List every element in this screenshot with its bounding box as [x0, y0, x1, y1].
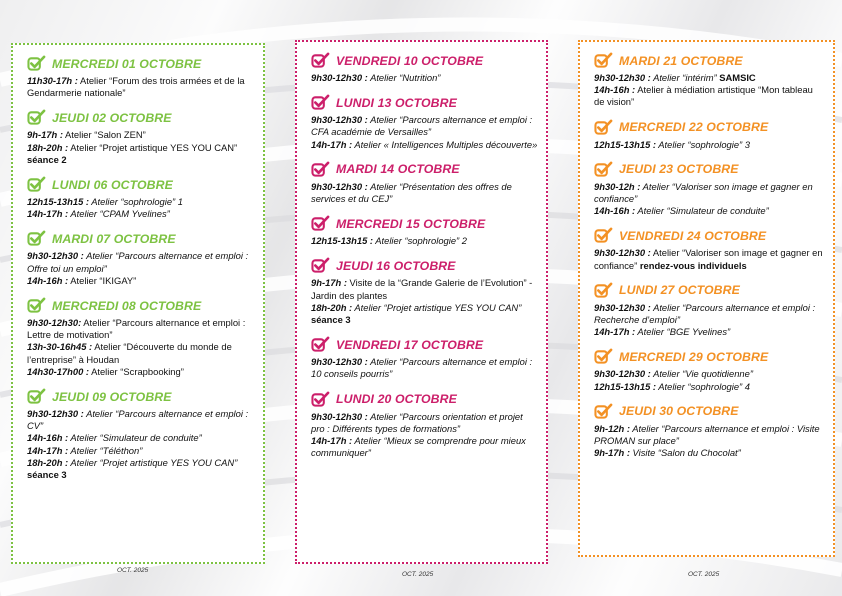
- event-time: 9h30-12h30 :: [594, 72, 651, 83]
- event-time: 18h-20h :: [27, 456, 69, 468]
- event-text: Atelier “Scrapbooking”: [89, 365, 184, 377]
- day-title: MERCREDI 15 OCTOBRE: [336, 216, 486, 231]
- checkmark-icon: [594, 161, 613, 178]
- checkmark-icon: [27, 230, 46, 247]
- column-magenta: [295, 40, 548, 564]
- event-text: Atelier “Valoriser son image et gagner en confiance”: [594, 247, 823, 271]
- day-block: [27, 109, 255, 172]
- event-time: 9h30-12h30 :: [311, 72, 368, 83]
- event-text: Atelier “Parcours alternance et emploi : 10 conseils pourris”: [311, 356, 533, 380]
- day-header: [27, 297, 255, 314]
- event-line: [594, 447, 825, 459]
- event-text: Atelier “Salon ZEN”: [62, 129, 146, 141]
- event-line: [311, 435, 538, 459]
- day-block: [594, 52, 825, 115]
- day-header: [594, 119, 825, 136]
- event-line: [27, 408, 255, 432]
- event-time: 9h30-12h30 :: [311, 114, 368, 126]
- event-text: Atelier “sophrologie” 4: [656, 380, 750, 392]
- event-text: Atelier “Projet artistique YES YOU CAN”: [68, 141, 238, 153]
- footer-date-1: OCT. 2025: [117, 567, 149, 574]
- checkmark-icon: [311, 161, 330, 178]
- event-time: 14h-16h :: [594, 84, 636, 96]
- event-text: Atelier “Parcours orientation et projet pro : Différents types de formations”: [311, 410, 523, 434]
- day-block: [27, 230, 255, 293]
- event-time: 12h15-13h15 :: [27, 196, 90, 208]
- event-time: 14h-17h :: [27, 208, 69, 220]
- checkmark-icon: [594, 52, 613, 69]
- event-time: 13h-30-16h45 :: [27, 341, 93, 353]
- event-line: [311, 139, 538, 151]
- day-block: [311, 215, 538, 253]
- day-title: JEUDI 09 OCTOBRE: [52, 389, 172, 404]
- day-header: [311, 94, 538, 111]
- day-block: [27, 55, 255, 105]
- event-line: [594, 381, 825, 393]
- day-block: [311, 52, 538, 90]
- checkmark-icon: [27, 388, 46, 405]
- day-title: VENDREDI 17 OCTOBRE: [336, 337, 484, 352]
- event-line: [27, 317, 255, 341]
- checkmark-icon: [311, 52, 330, 69]
- event-text: Atelier “Forum des trois armées et de la Gendarmerie nationale”: [27, 75, 245, 99]
- event-time: 9h30-12h30 :: [594, 301, 651, 313]
- day-block: [594, 348, 825, 398]
- event-time: 9h30-12h30 :: [594, 247, 651, 259]
- day-block: [311, 391, 538, 460]
- event-time: 9h30-12h30 :: [27, 408, 84, 420]
- checkmark-icon: [27, 109, 46, 126]
- day-header: [594, 161, 825, 178]
- day-block: [594, 161, 825, 224]
- event-line: [27, 445, 255, 457]
- event-line: [27, 250, 255, 274]
- event-line: [27, 208, 255, 220]
- event-time: 11h30-17h :: [27, 75, 78, 86]
- checkmark-icon: [311, 215, 330, 232]
- day-block: [594, 119, 825, 157]
- event-time: 9h30-12h30 :: [311, 180, 368, 192]
- column-green: [11, 43, 265, 564]
- event-line: [311, 181, 538, 205]
- event-text: Atelier “Parcours alternance et emploi : Visite PROMAN sur place”: [594, 422, 820, 447]
- day-header: [594, 282, 825, 299]
- checkmark-icon: [311, 336, 330, 353]
- checkmark-icon: [311, 391, 330, 408]
- event-line: [311, 411, 538, 435]
- event-text: Atelier “Simulateur de conduite”: [68, 432, 202, 444]
- event-note: SAMSIC: [716, 72, 756, 83]
- day-title: LUNDI 13 OCTOBRE: [336, 95, 457, 110]
- event-line: [594, 326, 825, 338]
- event-line: [27, 275, 255, 287]
- event-text: Atelier “Parcours alternance et emploi : Recherche d’emploi”: [594, 301, 816, 326]
- event-text: Atelier “sophrologie” 3: [656, 138, 750, 150]
- event-time: 9h-17h :: [27, 129, 63, 141]
- event-line: [594, 423, 825, 447]
- event-text: Atelier “Présentation des offres de services et du CEJ”: [311, 180, 512, 205]
- day-header: [311, 52, 538, 69]
- event-time: 14h-17h :: [311, 435, 353, 447]
- event-line: [594, 368, 825, 380]
- day-block: [311, 336, 538, 386]
- event-line: [27, 366, 255, 378]
- day-header: [27, 55, 255, 72]
- event-line: [27, 341, 255, 365]
- checkmark-icon: [594, 348, 613, 365]
- event-note: séance 2: [27, 153, 67, 165]
- event-time: 14h-17h :: [594, 326, 636, 338]
- event-text: Atelier “Valoriser son image et gagner en confiance”: [594, 180, 813, 205]
- event-text: Visite de la “Grande Galerie de l’Evolution” - Jardin des plantes: [311, 277, 533, 301]
- event-text: Atelier “BGE Yvelines”: [635, 326, 731, 338]
- event-text: Atelier “Parcours alternance et emploi : CV”: [27, 408, 249, 432]
- event-time: 12h15-13h15 :: [594, 138, 657, 150]
- column-orange: [578, 40, 835, 557]
- event-line: [27, 432, 255, 444]
- event-line: [594, 139, 825, 151]
- day-header: [311, 161, 538, 178]
- event-time: 14h-16h :: [594, 205, 636, 217]
- event-time: 12h15-13h15 :: [311, 235, 374, 247]
- event-time: 14h-16h :: [27, 274, 69, 286]
- event-time: 9h30-12h30:: [27, 317, 82, 329]
- day-title: JEUDI 02 OCTOBRE: [52, 110, 172, 125]
- event-text: Atelier “IKIGAY”: [68, 274, 137, 286]
- day-title: JEUDI 16 OCTOBRE: [336, 258, 456, 273]
- checkmark-icon: [311, 94, 330, 111]
- event-text: Atelier “Téléthon”: [68, 444, 143, 456]
- event-time: 18h-20h :: [27, 141, 69, 153]
- day-header: [27, 176, 255, 193]
- event-text: Atelier “sophrologie” 1: [89, 196, 183, 208]
- event-line: [311, 356, 538, 380]
- event-line: [594, 247, 825, 271]
- event-line: [27, 75, 255, 99]
- event-time: 9h-12h :: [594, 422, 630, 434]
- day-header: [594, 348, 825, 365]
- day-header: [27, 388, 255, 405]
- event-line: [594, 181, 825, 205]
- event-time: 9h30-12h30 :: [594, 368, 651, 380]
- event-line: [27, 129, 255, 141]
- event-text: Atelier « Intelligences Multiples découverte»: [352, 138, 538, 150]
- checkmark-icon: [27, 176, 46, 193]
- event-note: rendez-vous individuels: [637, 259, 747, 271]
- event-text: Atelier “Projet artistique YES YOU CAN”: [68, 456, 238, 468]
- day-header: [311, 391, 538, 408]
- day-title: MERCREDI 01 OCTOBRE: [52, 56, 202, 71]
- day-block: [27, 388, 255, 481]
- event-text: Atelier “Mieux se comprendre pour mieux communiquer”: [311, 435, 526, 459]
- day-title: JEUDI 23 OCTOBRE: [619, 162, 739, 177]
- event-time: 18h-20h :: [311, 301, 353, 313]
- event-text: Atelier “Simulateur de conduite”: [635, 205, 769, 217]
- event-text: Atelier “sophrologie” 2: [373, 235, 467, 247]
- day-header: [594, 227, 825, 244]
- day-block: [594, 227, 825, 277]
- event-text: Visite “Salon du Chocolat”: [629, 447, 741, 459]
- checkmark-icon: [311, 257, 330, 274]
- event-text: Atelier “Parcours alternance et emploi : CFA académie de Versailles”: [311, 114, 533, 138]
- event-note: séance 3: [27, 469, 67, 481]
- footer-date-2: OCT. 2025: [402, 571, 434, 578]
- day-block: [27, 297, 255, 384]
- event-time: 9h-17h :: [311, 277, 347, 289]
- day-title: VENDREDI 10 OCTOBRE: [336, 53, 484, 68]
- event-line: [27, 142, 255, 166]
- event-line: [27, 457, 255, 481]
- day-block: [594, 403, 825, 460]
- event-line: [594, 84, 825, 108]
- day-title: MARDI 07 OCTOBRE: [52, 231, 176, 246]
- checkmark-icon: [27, 55, 46, 72]
- day-title: MERCREDI 08 OCTOBRE: [52, 298, 202, 313]
- day-block: [27, 176, 255, 226]
- day-header: [311, 215, 538, 232]
- event-text: Atelier “Parcours alternance et emploi : Lettre de motivation”: [27, 317, 246, 341]
- day-title: LUNDI 27 OCTOBRE: [619, 283, 740, 298]
- event-line: [594, 302, 825, 326]
- event-text: Atelier “Découverte du monde de l’entreprise” à Houdan: [27, 341, 232, 365]
- day-header: [594, 403, 825, 420]
- event-time: 9h30-12h :: [594, 180, 641, 192]
- checkmark-icon: [594, 282, 613, 299]
- event-line: [311, 302, 538, 326]
- event-text: Atelier à médiation artistique “Mon tableau de vision”: [594, 84, 813, 108]
- day-title: MERCREDI 29 OCTOBRE: [619, 349, 769, 364]
- event-time: 14h30-17h00 :: [27, 365, 90, 377]
- event-line: [311, 235, 538, 247]
- day-header: [311, 257, 538, 274]
- event-line: [27, 196, 255, 208]
- event-text: Atelier “Vie quotidienne”: [650, 368, 753, 380]
- day-title: MERCREDI 22 OCTOBRE: [619, 120, 769, 135]
- day-title: VENDREDI 24 OCTOBRE: [619, 228, 767, 243]
- event-text: Atelier “Parcours alternance et emploi : Offre toi un emploi”: [27, 250, 249, 274]
- event-text: Atelier “CPAM Yvelines”: [68, 208, 170, 220]
- day-title: LUNDI 20 OCTOBRE: [336, 392, 457, 407]
- day-title: MARDI 14 OCTOBRE: [336, 162, 460, 177]
- day-title: LUNDI 06 OCTOBRE: [52, 177, 173, 192]
- checkmark-icon: [594, 119, 613, 136]
- event-line: [594, 72, 825, 84]
- event-time: 14h-17h :: [311, 138, 353, 150]
- event-line: [311, 277, 538, 301]
- day-title: JEUDI 30 OCTOBRE: [619, 404, 739, 419]
- event-text: Atelier “Nutrition”: [367, 72, 441, 83]
- event-time: 9h30-12h30 :: [27, 250, 84, 262]
- day-block: [311, 257, 538, 332]
- footer-date-3: OCT. 2025: [688, 571, 720, 578]
- event-text: Atelier “intérim”: [650, 72, 717, 83]
- day-block: [311, 161, 538, 211]
- checkmark-icon: [594, 227, 613, 244]
- day-header: [311, 336, 538, 353]
- day-header: [27, 230, 255, 247]
- event-line: [594, 205, 825, 217]
- event-note: séance 3: [311, 314, 351, 326]
- event-line: [311, 114, 538, 138]
- checkmark-icon: [27, 297, 46, 314]
- event-time: 9h-17h :: [594, 447, 630, 459]
- event-time: 9h30-12h30 :: [311, 410, 368, 422]
- event-line: [311, 72, 538, 84]
- day-block: [594, 282, 825, 345]
- checkmark-icon: [594, 403, 613, 420]
- event-time: 12h15-13h15 :: [594, 380, 657, 392]
- event-time: 14h-16h :: [27, 432, 69, 444]
- event-text: Atelier “Projet artistique YES YOU CAN”: [352, 301, 522, 313]
- day-title: MARDI 21 OCTOBRE: [619, 53, 743, 68]
- day-block: [311, 94, 538, 157]
- day-header: [594, 52, 825, 69]
- event-time: 9h30-12h30 :: [311, 356, 368, 368]
- day-header: [27, 109, 255, 126]
- event-time: 14h-17h :: [27, 444, 69, 456]
